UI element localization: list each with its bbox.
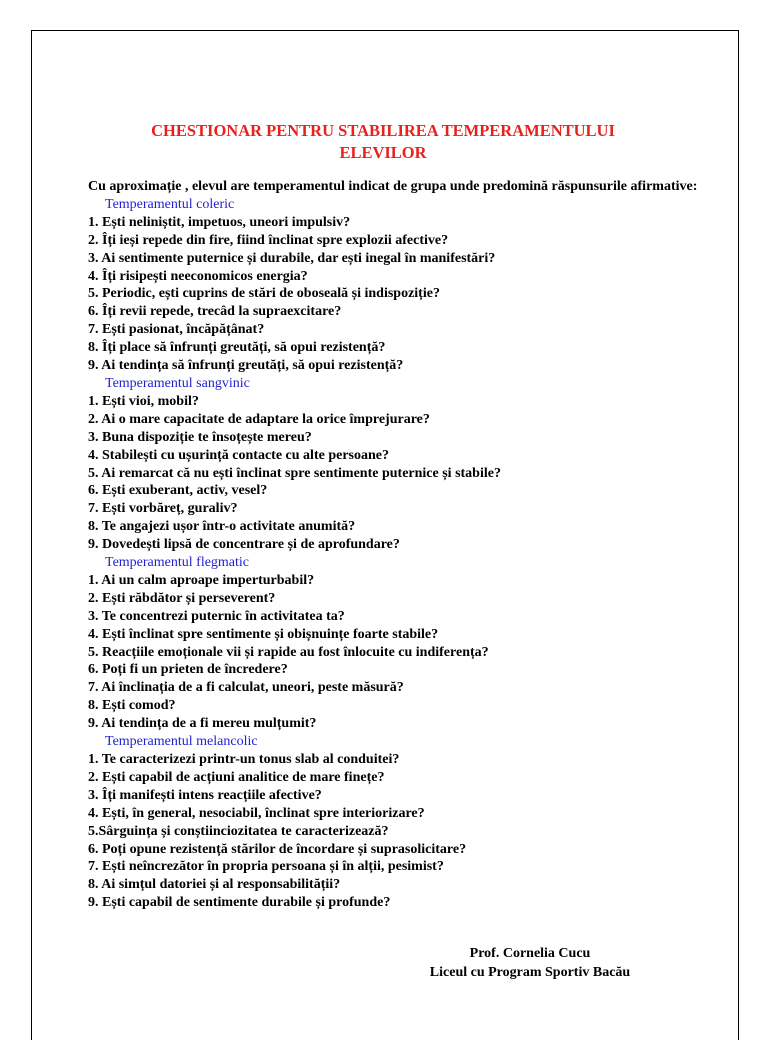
question-list <box>88 214 713 375</box>
question-item: 2. Îți ieși repede din fire, fiind înclinat spre explozii afective? <box>88 232 449 248</box>
question-item: 3. Buna dispoziție te însoțește mereu? <box>88 429 312 445</box>
question-item: 6. Ești exuberant, activ, vesel? <box>88 483 268 499</box>
question-list <box>88 751 713 912</box>
question-item: 4. Stabilești cu ușurință contacte cu alte persoane? <box>88 447 389 463</box>
question-item: 7. Ești neîncrezător în propria persoana și în alții, pesimist? <box>88 859 444 875</box>
question-item: 9. Ai tendința să înfrunți greutăți, să opui rezistență? <box>88 358 404 374</box>
signature-block <box>380 944 680 982</box>
question-item: 9. Dovedești lipsă de concentrare și de aprofundare? <box>88 537 400 553</box>
section-heading: Temperamentul sangvinic <box>105 375 250 391</box>
question-item: 3. Ai sentimente puternice și durabile, dar ești inegal în manifestări? <box>88 250 496 266</box>
section <box>88 733 713 912</box>
intro-text: Cu aproximație , elevul are temperamentul indicat de grupa unde predomină răspunsurile afirmative: <box>88 179 698 194</box>
title-line-2: ELEVILOR <box>339 143 427 162</box>
question-item: 2. Ai o mare capacitate de adaptare la orice împrejurare? <box>88 411 430 427</box>
question-item: 3. Te concentrezi puternic în activitatea ta? <box>88 608 345 624</box>
question-item: 9. Ești capabil de sentimente durabile și profunde? <box>88 895 391 911</box>
question-item: 5. Reacțiile emoționale vii și rapide au fost înlocuite cu indiferența? <box>88 644 489 660</box>
question-item: 9. Ai tendința de a fi mereu mulțumit? <box>88 716 317 732</box>
question-item: 8. Te angajezi ușor într-o activitate anumită? <box>88 519 356 535</box>
question-item: 4. Ești, în general, nesociabil, înclinat spre interiorizare? <box>88 805 425 821</box>
question-item: 1. Te caracterizezi printr-un tonus slab al conduitei? <box>88 752 400 767</box>
question-item: 2. Ești răbdător și perseverent? <box>88 590 276 606</box>
question-item: 8. Ești comod? <box>88 698 176 714</box>
question-item: 7. Ești vorbăreț, guraliv? <box>88 501 238 517</box>
question-item: 6. Îți revii repede, trecâd la supraexcitare? <box>88 304 342 320</box>
question-item: 1. Ai un calm aproape imperturbabil? <box>88 572 315 588</box>
section-heading: Temperamentul flegmatic <box>105 555 250 571</box>
question-item: 2. Ești capabil de acțiuni analitice de mare finețe? <box>88 769 385 785</box>
section-heading: Temperamentul melancolic <box>105 734 258 750</box>
question-item: 5.Sârguința și conștiinciozitatea te caracterizează? <box>88 823 389 839</box>
author-institution: Liceul cu Program Sportiv Bacău <box>429 965 631 980</box>
section <box>88 196 713 375</box>
question-item: 4. Îți risipești neeconomicos energia? <box>88 268 308 284</box>
title-line-1: CHESTIONAR PENTRU STABILIREA TEMPERAMENTULUI <box>151 121 615 140</box>
question-list <box>88 572 713 733</box>
sections-container <box>88 196 713 912</box>
question-item: 5. Ai remarcat că nu ești înclinat spre sentimente puternice și stabile? <box>88 465 501 481</box>
question-item: 1. Ești vioi, mobil? <box>88 393 199 409</box>
question-item: 3. Îți manifești intens reacțiile afective? <box>88 787 322 803</box>
question-item: 4. Ești înclinat spre sentimente și obișnuințe foarte stabile? <box>88 626 439 642</box>
question-item: 8. Ai simțul datoriei și al responsabilității? <box>88 877 341 893</box>
section <box>88 554 713 733</box>
author-name: Prof. Cornelia Cucu <box>469 946 591 961</box>
question-item: 7. Ești pasionat, încăpățânat? <box>88 322 265 338</box>
question-item: 8. Îți place să înfrunți greutăți, să opui rezistență? <box>88 340 386 356</box>
question-list <box>88 393 713 554</box>
questionnaire-body <box>88 178 713 912</box>
question-item: 7. Ai înclinația de a fi calculat, uneori, peste măsură? <box>88 680 404 696</box>
question-item: 6. Poți fi un prieten de încredere? <box>88 662 288 678</box>
document-title <box>60 120 706 164</box>
question-item: 6. Poți opune rezistență stărilor de încordare și suprasolicitare? <box>88 841 467 857</box>
section-heading: Temperamentul coleric <box>105 196 235 212</box>
question-item: 5. Periodic, ești cuprins de stări de oboseală și indispoziție? <box>88 286 440 302</box>
question-item: 1. Ești neliniștit, impetuos, uneori impulsiv? <box>88 214 351 230</box>
section <box>88 375 713 554</box>
